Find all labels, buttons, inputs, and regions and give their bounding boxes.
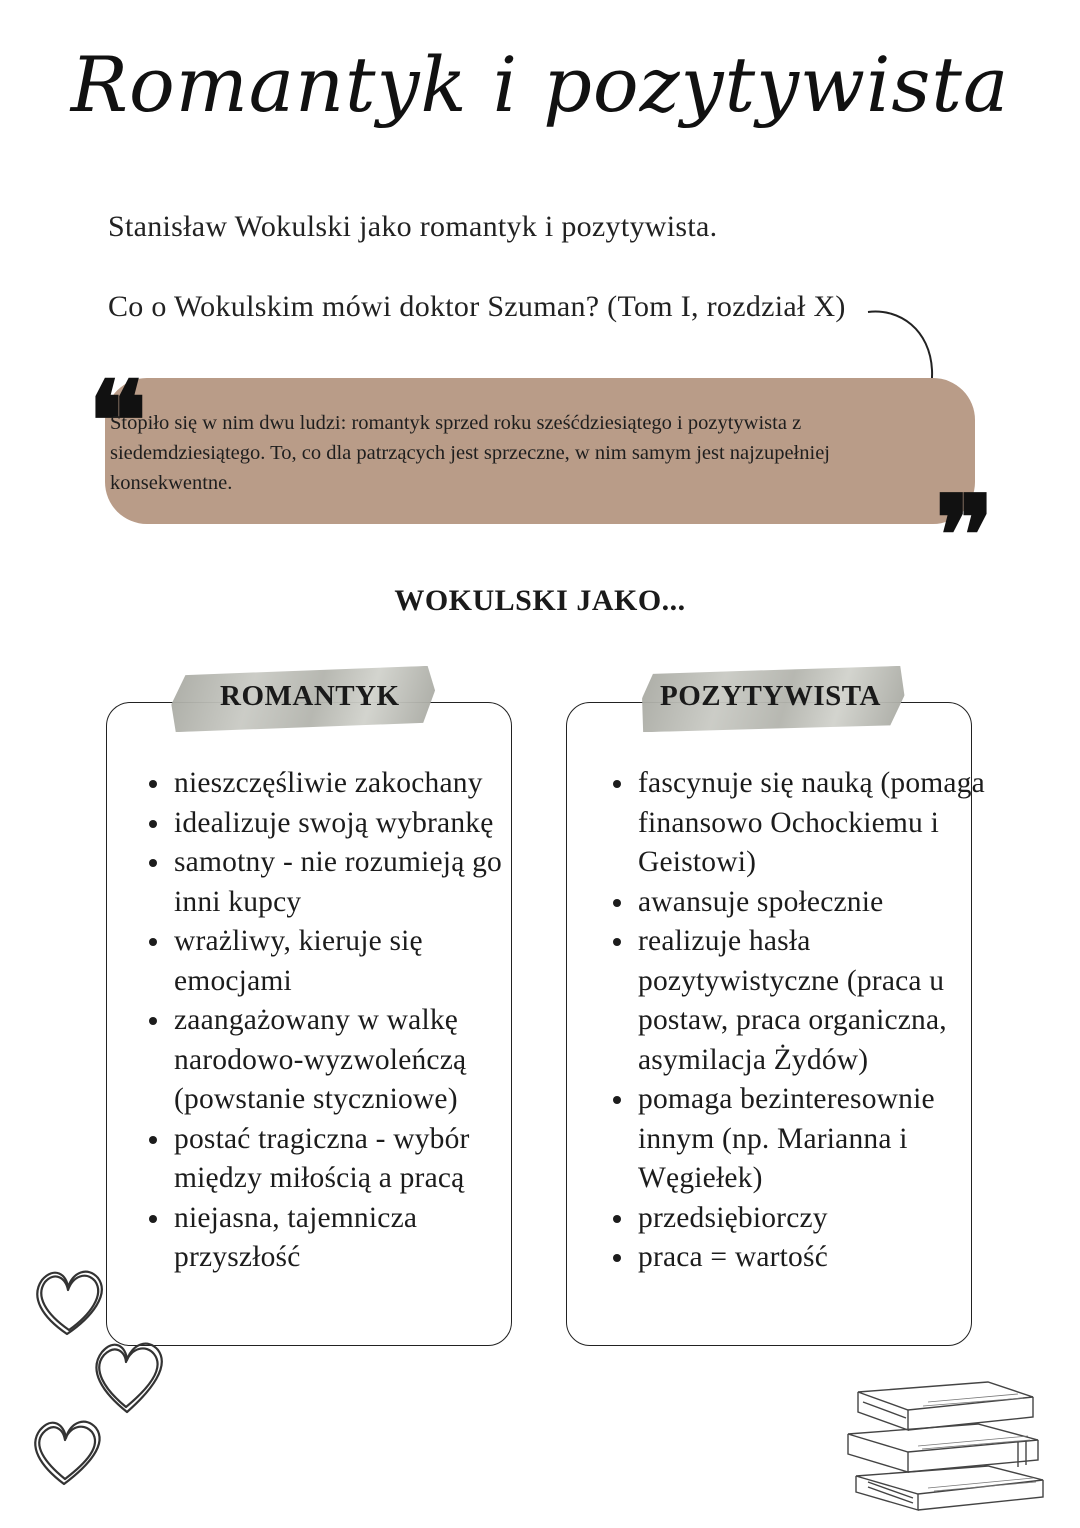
- list-item: • idealizuje swoją wybrankę: [172, 804, 532, 844]
- list-item: • wrażliwy, kieruje się emocjami: [172, 922, 532, 1001]
- list-item: • niejasna, tajemnicza przyszłość: [172, 1199, 532, 1278]
- romantyk-title: ROMANTYK: [220, 680, 400, 712]
- list-item: • przedsiębiorczy: [636, 1199, 986, 1239]
- list-item: • postać tragiczna - wybór między miłością a pracą: [172, 1120, 532, 1199]
- section-heading: WOKULSKI JAKO...: [394, 584, 686, 617]
- page-title: Romantyk i pozytywista: [70, 40, 1010, 129]
- romantyk-list: [140, 764, 532, 1278]
- pozytywista-list: [604, 764, 986, 1278]
- intro-line-2: Co o Wokulskim mówi doktor Szuman? (Tom I, rozdział X): [108, 290, 846, 323]
- book-stack-sketch-icon: [838, 1372, 1050, 1512]
- list-item: • zaangażowany w walkę narodowo-wyzwoleńczą (powstanie styczniowe): [172, 1001, 532, 1120]
- open-quote-icon: ❞: [87, 312, 147, 434]
- list-item: • nieszczęśliwie zakochany: [172, 764, 532, 804]
- list-item: • fascynuje się nauką (pomaga finansowo Ochockiemu i Geistowi): [636, 764, 986, 883]
- list-item: • praca = wartość: [636, 1238, 986, 1278]
- list-item: • realizuje hasła pozytywistyczne (praca u postaw, praca organiczna, asymilacja Żydów): [636, 922, 986, 1080]
- close-quote-icon: ❞: [935, 476, 995, 598]
- list-item: • pomaga bezinteresownie innym (np. Marianna i Węgiełek): [636, 1080, 986, 1199]
- list-item: • samotny - nie rozumieją go inni kupcy: [172, 843, 532, 922]
- intro-line-1: Stanisław Wokulski jako romantyk i pozytywista.: [108, 210, 718, 243]
- pozytywista-title: POZYTYWISTA: [660, 680, 881, 712]
- quote-text: Stopiło się w nim dwu ludzi: romantyk sprzed roku sześćdziesiątego i pozytywista z siedemdziesiątego. To, co dla patrzących jest sprzeczne, w nim samym jest najzupełniej konsekwentne.: [110, 412, 830, 494]
- list-item: • awansuje społecznie: [636, 883, 986, 923]
- hearts-doodle-icon: [22, 1262, 182, 1492]
